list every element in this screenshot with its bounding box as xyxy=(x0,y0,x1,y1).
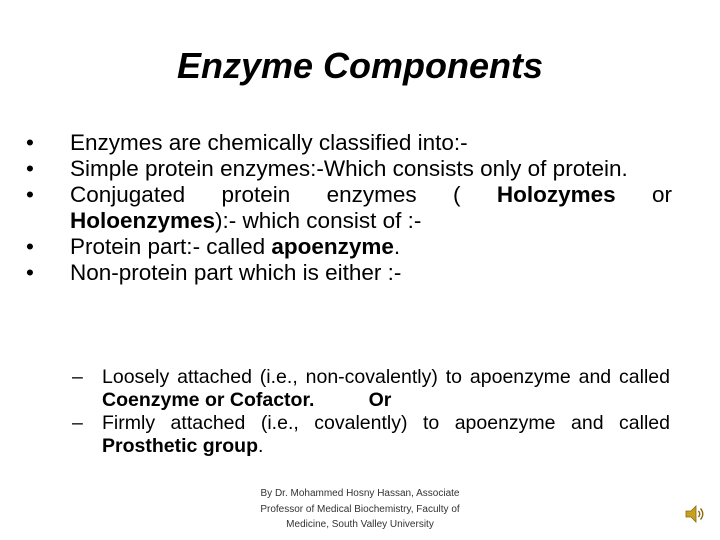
sub-bullet-dash: – xyxy=(72,366,83,388)
bullet-item xyxy=(26,234,672,260)
author-footer: By Dr. Mohammed Hosny Hassan, Associate Professor of Medical Biochemistry, Faculty of Medicine, South Valley University xyxy=(260,488,460,530)
bullet-bold-term: apoenzyme xyxy=(271,234,394,259)
sub-bullet-item xyxy=(72,366,670,412)
sub-bullet-list xyxy=(72,366,670,458)
bullet-item xyxy=(26,182,672,234)
bullet-text-part: or xyxy=(615,182,673,207)
sub-bullet-text-part: . xyxy=(258,435,264,457)
bullet-dot: • xyxy=(26,182,34,207)
bullet-text: Enzymes are chemically classified into:- xyxy=(70,130,468,155)
bullet-dot: • xyxy=(26,234,34,259)
bullet-dot: • xyxy=(26,156,34,181)
sub-bullet-text-part: Loosely attached (i.e., non-covalently) to apoenzyme and called xyxy=(102,366,670,388)
sub-bullet-item xyxy=(72,412,670,458)
bullet-text-part: . xyxy=(393,234,401,259)
sub-bullet-bold-term: Coenzyme or Cofactor. xyxy=(102,389,315,411)
speaker-icon[interactable] xyxy=(684,503,706,525)
bullet-dot: • xyxy=(26,260,34,285)
bullet-list xyxy=(26,130,672,286)
bullet-item xyxy=(26,156,672,182)
sub-bullet-spacer xyxy=(314,389,368,411)
sub-bullet-dash: – xyxy=(72,412,83,434)
bullet-dot: • xyxy=(26,130,34,155)
bullet-text-part: Conjugated protein enzymes ( xyxy=(70,182,497,207)
bullet-item xyxy=(26,260,672,286)
bullet-text: Simple protein enzymes:-Which consists only of protein. xyxy=(70,156,628,181)
bullet-bold-term: Holoenzymes xyxy=(70,208,216,233)
bullet-item xyxy=(26,130,672,156)
bullet-text-part: ):- which consist of :- xyxy=(215,208,422,233)
sub-bullet-text-part: Firmly attached (i.e., covalently) to apoenzyme and called xyxy=(102,412,670,434)
sub-bullet-bold-term: Prosthetic group xyxy=(102,435,259,457)
bullet-text: Non-protein part which is either :- xyxy=(70,260,402,285)
bullet-text-part: Protein part:- called xyxy=(70,234,272,259)
bullet-bold-term: Holozymes xyxy=(496,182,616,207)
sub-bullet-bold-term: Or xyxy=(368,389,392,411)
speaker-icon-graphic xyxy=(684,503,706,525)
slide-title: Enzyme Components xyxy=(176,45,544,86)
